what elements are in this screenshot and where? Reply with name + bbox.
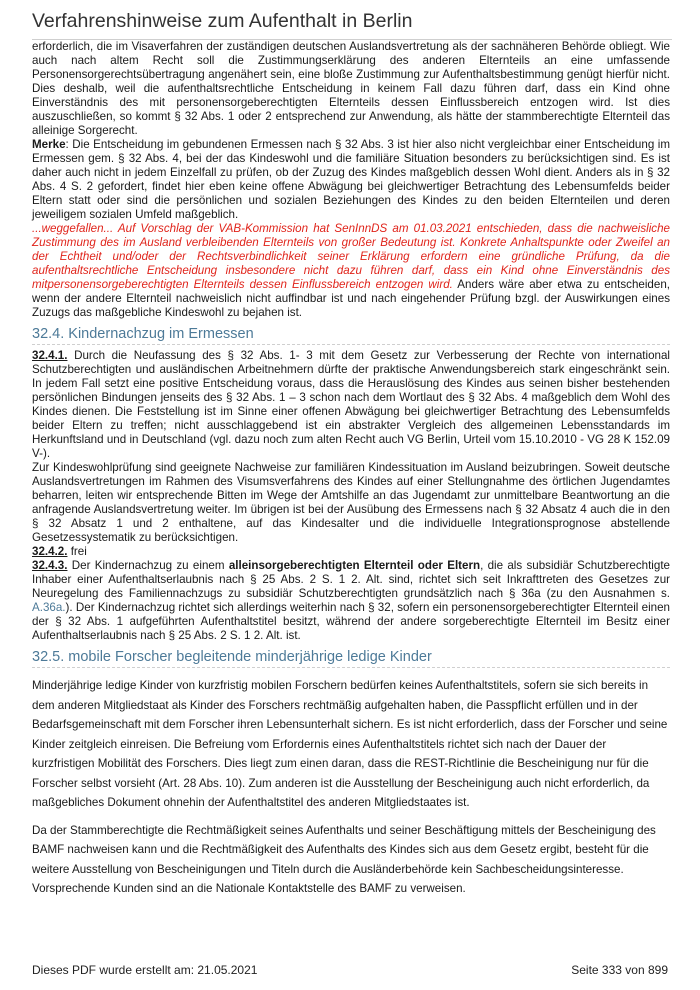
text-32-4-1: Durch die Neufassung des § 32 Abs. 1- 3 mit dem Gesetz zur Verbesserung der Rechte von international Schutzberechtigten und ausländischen Arbeitnehmern dürfte der praktische Anwendungsbereich stark eingeschränkt sein. In jedem Fall setzt eine positive Entscheidung voraus, dass die Herauslösung des Kindes aus seinen bisher bestehenden persönlichen Bindungen jenseits des § 32 Abs. 1 – 3 schon nach dem Wortlaut des § 32 Abs. 4 maßgeblich dem Wohl des Kindes dienen. Die Feststellung ist im Sinne einer offenen Abwägung bei gleichwertiger Betrachtung des Lebensumfelds beider Eltern zu treffen; nicht ausschlaggebend ist ein abstrakter Vergleich des allgemeinen Lebensstandards im Herkunftsland und in Deutschland (vgl. dazu noch zum alten Recht auch VG Berlin, Urteil vom 15.10.2010 - VG 28 K 152.09 V-). (32, 349, 670, 460)
number-32-4-1: 32.4.1. (32, 349, 68, 362)
merke-paragraph (32, 138, 670, 222)
text-32-4-3b: , die als subsidiär Schutzberechtigte Inhaber einer Aufenthaltserlaubnis nach § 25 Abs. 2 S. 1 2. Alt. sind, richtet sich seit Inkrafttreten des Gesetzes zur Neuregelung des Familiennachzugs zu subsidiär Schutzberechtigten grundsätzlich nach § 36a (zu den Ausnahmen s. (32, 559, 670, 600)
paragraph: erforderlich, die im Visaverfahren der zuständigen deutschen Auslandsvertretung als der sachnäheren Behörde obliegt. Wie auch nach altem Recht soll die Zustimmungserklärung des anderen Elternteils an eine umfassende Personensorgerechtsübertragung angenähert sein, eine bloße Zustimmung zur Aufenthaltsbestimmung genügt hierfür nicht. Dies deshalb, weil die aufenthaltsrechtliche Entscheidung in keinem Fall dazu führen darf, dass ein Kind ohne Einverständnis des mit personensorgeberechtigten Elternteils dessen Einflussbereich entzogen wird. Ist dies auszuschließen, so kommt § 32 Abs. 1 oder 2 entsprechend zur Anwendung, als hätte der stammberechtigte Elternteil das alleinige Sorgerecht. (32, 40, 670, 137)
number-32-4-3: 32.4.3. (32, 559, 68, 572)
number-32-4-2: 32.4.2. (32, 545, 68, 558)
link-a36a[interactable]: A.36a. (32, 601, 66, 614)
vab-commission-note: ...weggefallen... Auf Vorschlag der VAB-Kommission hat SenInnDS am 01.03.2021 entschieden, dass die nachweisliche Zustimmung des im Ausland verbleibenden Elternteils von großer Bedeutung ist. Konkrete Anhaltspunkte oder Zweifel an der Echtheit und/oder der Rechtsverbindlichkeit seiner Erklärung erfordern eine gründliche Prüfung, da die aufenthaltsrechtliche Entscheidung insbesondere nicht dazu führen darf, dass ein Kind ohne Einverständnis des mitpersonensorgeberechtigten Elternteils dessen Einflussbereich entzogen wird. (32, 222, 670, 291)
section-heading-32-4: 32.4. Kindernachzug im Ermessen (32, 326, 670, 345)
paragraph-forscher: Minderjährige ledige Kinder von kurzfristig mobilen Forschern bedürfen keines Aufenthaltstitels, sofern sie sich bereits in dem anderen Mitgliedstaat als Kinder des Forschers rechtmäßig aufgehalten haben, die Passpflicht erfüllen und in der Bedarfsgemeinschaft mit dem Forscher ihren Lebensunterhalt sichern. Es ist nicht erforderlich, dass der Forscher und seine Kinder zeitgleich einreisen. Die Befreiung vom Erfordernis eines Aufenthaltstitels richtet sich nach der Dauer der kurzfristigen Mobilität des Forschers. Dies liegt zum einen daran, dass die REST-Richtlinie die Bescheinigung nur für die Forscher selbst vorsieht (Art. 28 Abs. 10). Zum anderen ist die Ausstellung der Bescheinigung auch nicht erforderlich, da maßgebliches Dokument ohnehin der Aufenthaltstitel des anderen Mitgliedstaates ist. (32, 679, 668, 809)
paragraph-32-4-1 (32, 349, 670, 461)
text-32-4-3c: ). Der Kindernachzug richtet sich allerdings weiterhin nach § 32, sofern ein personensorgeberechtigter Elternteil einen der § 32 Abs. 1 aufgeführten Aufenthaltstitel besitzt, während der andere sorgeberechtigte Elternteil im Besitz einer Aufenthaltserlaubnis nach § 25 Abs. 2 S. 1 2. Alt. ist. (32, 601, 670, 642)
page-title: Verfahrenshinweise zum Aufenthalt in Berlin (32, 10, 672, 40)
text-32-4-2: frei (67, 545, 87, 558)
document-body (32, 40, 670, 899)
paragraph-32-4-3 (32, 559, 670, 643)
vab-paragraph (32, 222, 670, 320)
paragraph-32-4-2 (32, 545, 670, 559)
paragraph-stammberechtigte: Da der Stammberechtigte die Rechtmäßigkeit seines Aufenthalts und seiner Beschäftigung mittels der Bescheinigung des BAMF nachweisen kann und die Rechtmäßigkeit des Aufenthalts des Kindes sich aus dem Gesetz ergibt, besteht für die weitere Ausstellung von Bescheinigungen und Titeln durch die Ausländerbehörde kein Sachbescheidungsinteresse. Vorsprechende Kunden sind an die Nationale Kontaktstelle des BAMF zu verweisen. (32, 823, 656, 895)
text-32-4-3-bold: alleinsorgeberechtigten Elternteil oder Eltern (228, 559, 481, 572)
page-number: Seite 333 von 899 (571, 963, 668, 977)
created-date: Dieses PDF wurde erstellt am: 21.05.2021 (32, 963, 258, 977)
merke-text: : Die Entscheidung im gebundenen Ermessen nach § 32 Abs. 3 ist hier also nicht vergleichbar einer Entscheidung im Ermessen gem. § 32 Abs. 4, bei der das Kindeswohl und die familiäre Situation besonders zu berücksichtigen sind. Es ist daher auch nicht in jedem Einzelfall zu prüfen, ob der Zuzug des Kindes maßgeblich dessen Wohl dient. Anders als in § 32 Abs. 4 S. 2 gefordert, findet hier eben keine offene Abwägung bei gleichwertiger Betrachtung des Lebensumfelds beider Eltern statt oder sind die persönlichen und sozialen Beziehungen des Kindes zu den beiden Elternteilen und deren jeweiligem sozialen Umfeld maßgeblich. (32, 138, 670, 221)
paragraph-kindeswohl: Zur Kindeswohlprüfung sind geeignete Nachweise zur familiären Kindessituation im Ausland beizubringen. Soweit deutsche Auslandsvertretungen im Rahmen des Visumsverfahrens des Kindes auf einer Stellungnahme des örtlichen Jugendamtes beharren, leiten wir entsprechende Bitten im Wege der Amtshilfe an das Jugendamt zur unmittelbare Beantwortung an die anfragende Auslandsvertretung weiter. Im übrigen ist bei der Ausübung des Ermessens nach § 32 Absatz 4 auch die in den § 32 Absatz 1 und 2 enthaltene, auf das Kindesalter und die individuelle Integrationsprognose abstellende Gesetzessystematik zu berücksichtigen. (32, 461, 670, 544)
merke-label: Merke (32, 138, 66, 151)
text-32-4-3a: Der Kindernachzug zu einem (67, 559, 229, 572)
vab-text: Anders wäre aber etwa zu entscheiden, wenn der andere Elternteil nachweislich nicht auffindbar ist und nach eingehender Prüfung bzgl. der Auswirkungen eines Zuzugs das maßgebliche Kindeswohl zu bejahen ist. (32, 278, 670, 319)
section-heading-32-5: 32.5. mobile Forscher begleitende minderjährige ledige Kinder (32, 649, 670, 668)
